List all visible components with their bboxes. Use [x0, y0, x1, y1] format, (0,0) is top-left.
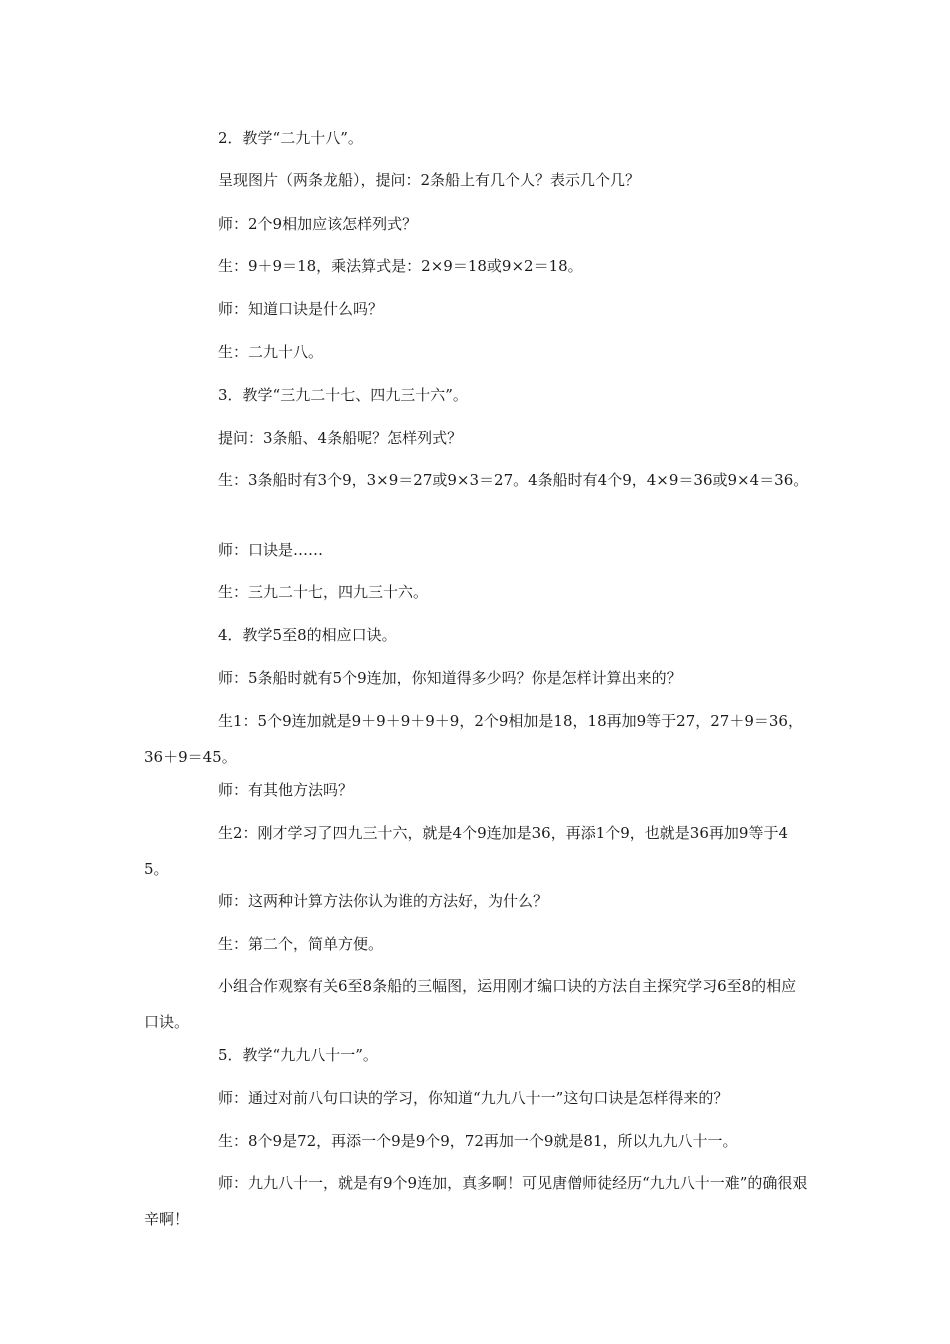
heading-teach-3-4: 3．教学“三九二十七、四九三十六”。: [218, 386, 468, 404]
paragraph-teacher-question: 师：5条船时就有5个9连加，你知道得多少吗？你是怎样计算出来的？: [218, 669, 682, 687]
paragraph-student-answer: 生：8个9是72，再添一个9是9个9，72再加一个9就是81，所以九九八十一。: [218, 1132, 738, 1150]
paragraph-question: 提问：3条船、4条船呢？怎样列式？: [218, 429, 463, 447]
paragraph-group-work: 小组合作观察有关6至8条船的三幅图，运用刚才编口诀的方法自主探究学习6至8的相应口诀。: [144, 977, 797, 1031]
heading-teach-5-8: 4．教学5至8的相应口诀。: [218, 626, 397, 644]
paragraph-student-answer: 生：二九十八。: [218, 343, 324, 361]
paragraph-student-answer: 生1：5个9连加就是9＋9＋9＋9＋9，2个9相加是18，18再加9等于27，27＋9＝36，36＋9＝45。: [144, 712, 803, 766]
paragraph-student-answer: 生：3条船时有3个9，3×9＝27或9×3＝27。4条船时有4个9，4×9＝36或9×4＝36。: [218, 471, 809, 489]
paragraph-student-answer: 生：9＋9＝18，乘法算式是：2×9＝18或9×2＝18。: [218, 257, 583, 275]
paragraph-student-answer: 生：第二个，简单方便。: [218, 935, 384, 953]
paragraph-teacher-question: 师：口诀是……: [218, 541, 324, 559]
paragraph-teacher-conclusion: 师：九九八十一，就是有9个9连加，真多啊！可见唐僧师徒经历“九九八十一难”的确很艰辛啊！: [144, 1174, 808, 1228]
paragraph-teacher-question: 师：2个9相加应该怎样列式？: [218, 215, 418, 233]
paragraph-show-picture: 呈现图片（两条龙船），提问：2条船上有几个人？表示几个几？: [218, 171, 641, 189]
paragraph-student-answer: 生2：刚才学习了四九三十六，就是4个9连加是36，再添1个9，也就是36再加9等于45。: [144, 824, 788, 878]
paragraph-teacher-question: 师：知道口诀是什么吗？: [218, 300, 384, 318]
paragraph-teacher-question: 师：这两种计算方法你认为谁的方法好，为什么？: [218, 892, 549, 910]
heading-teach-9-9-81: 5．教学“九九八十一”。: [218, 1046, 378, 1064]
heading-teach-2-9-18: 2．教学“二九十八”。: [218, 129, 363, 147]
paragraph-student-answer: 生：三九二十七，四九三十六。: [218, 583, 429, 601]
paragraph-teacher-question: 师：通过对前八句口诀的学习，你知道“九九八十一”这句口诀是怎样得来的？: [218, 1089, 729, 1107]
paragraph-teacher-question: 师：有其他方法吗？: [218, 781, 354, 799]
